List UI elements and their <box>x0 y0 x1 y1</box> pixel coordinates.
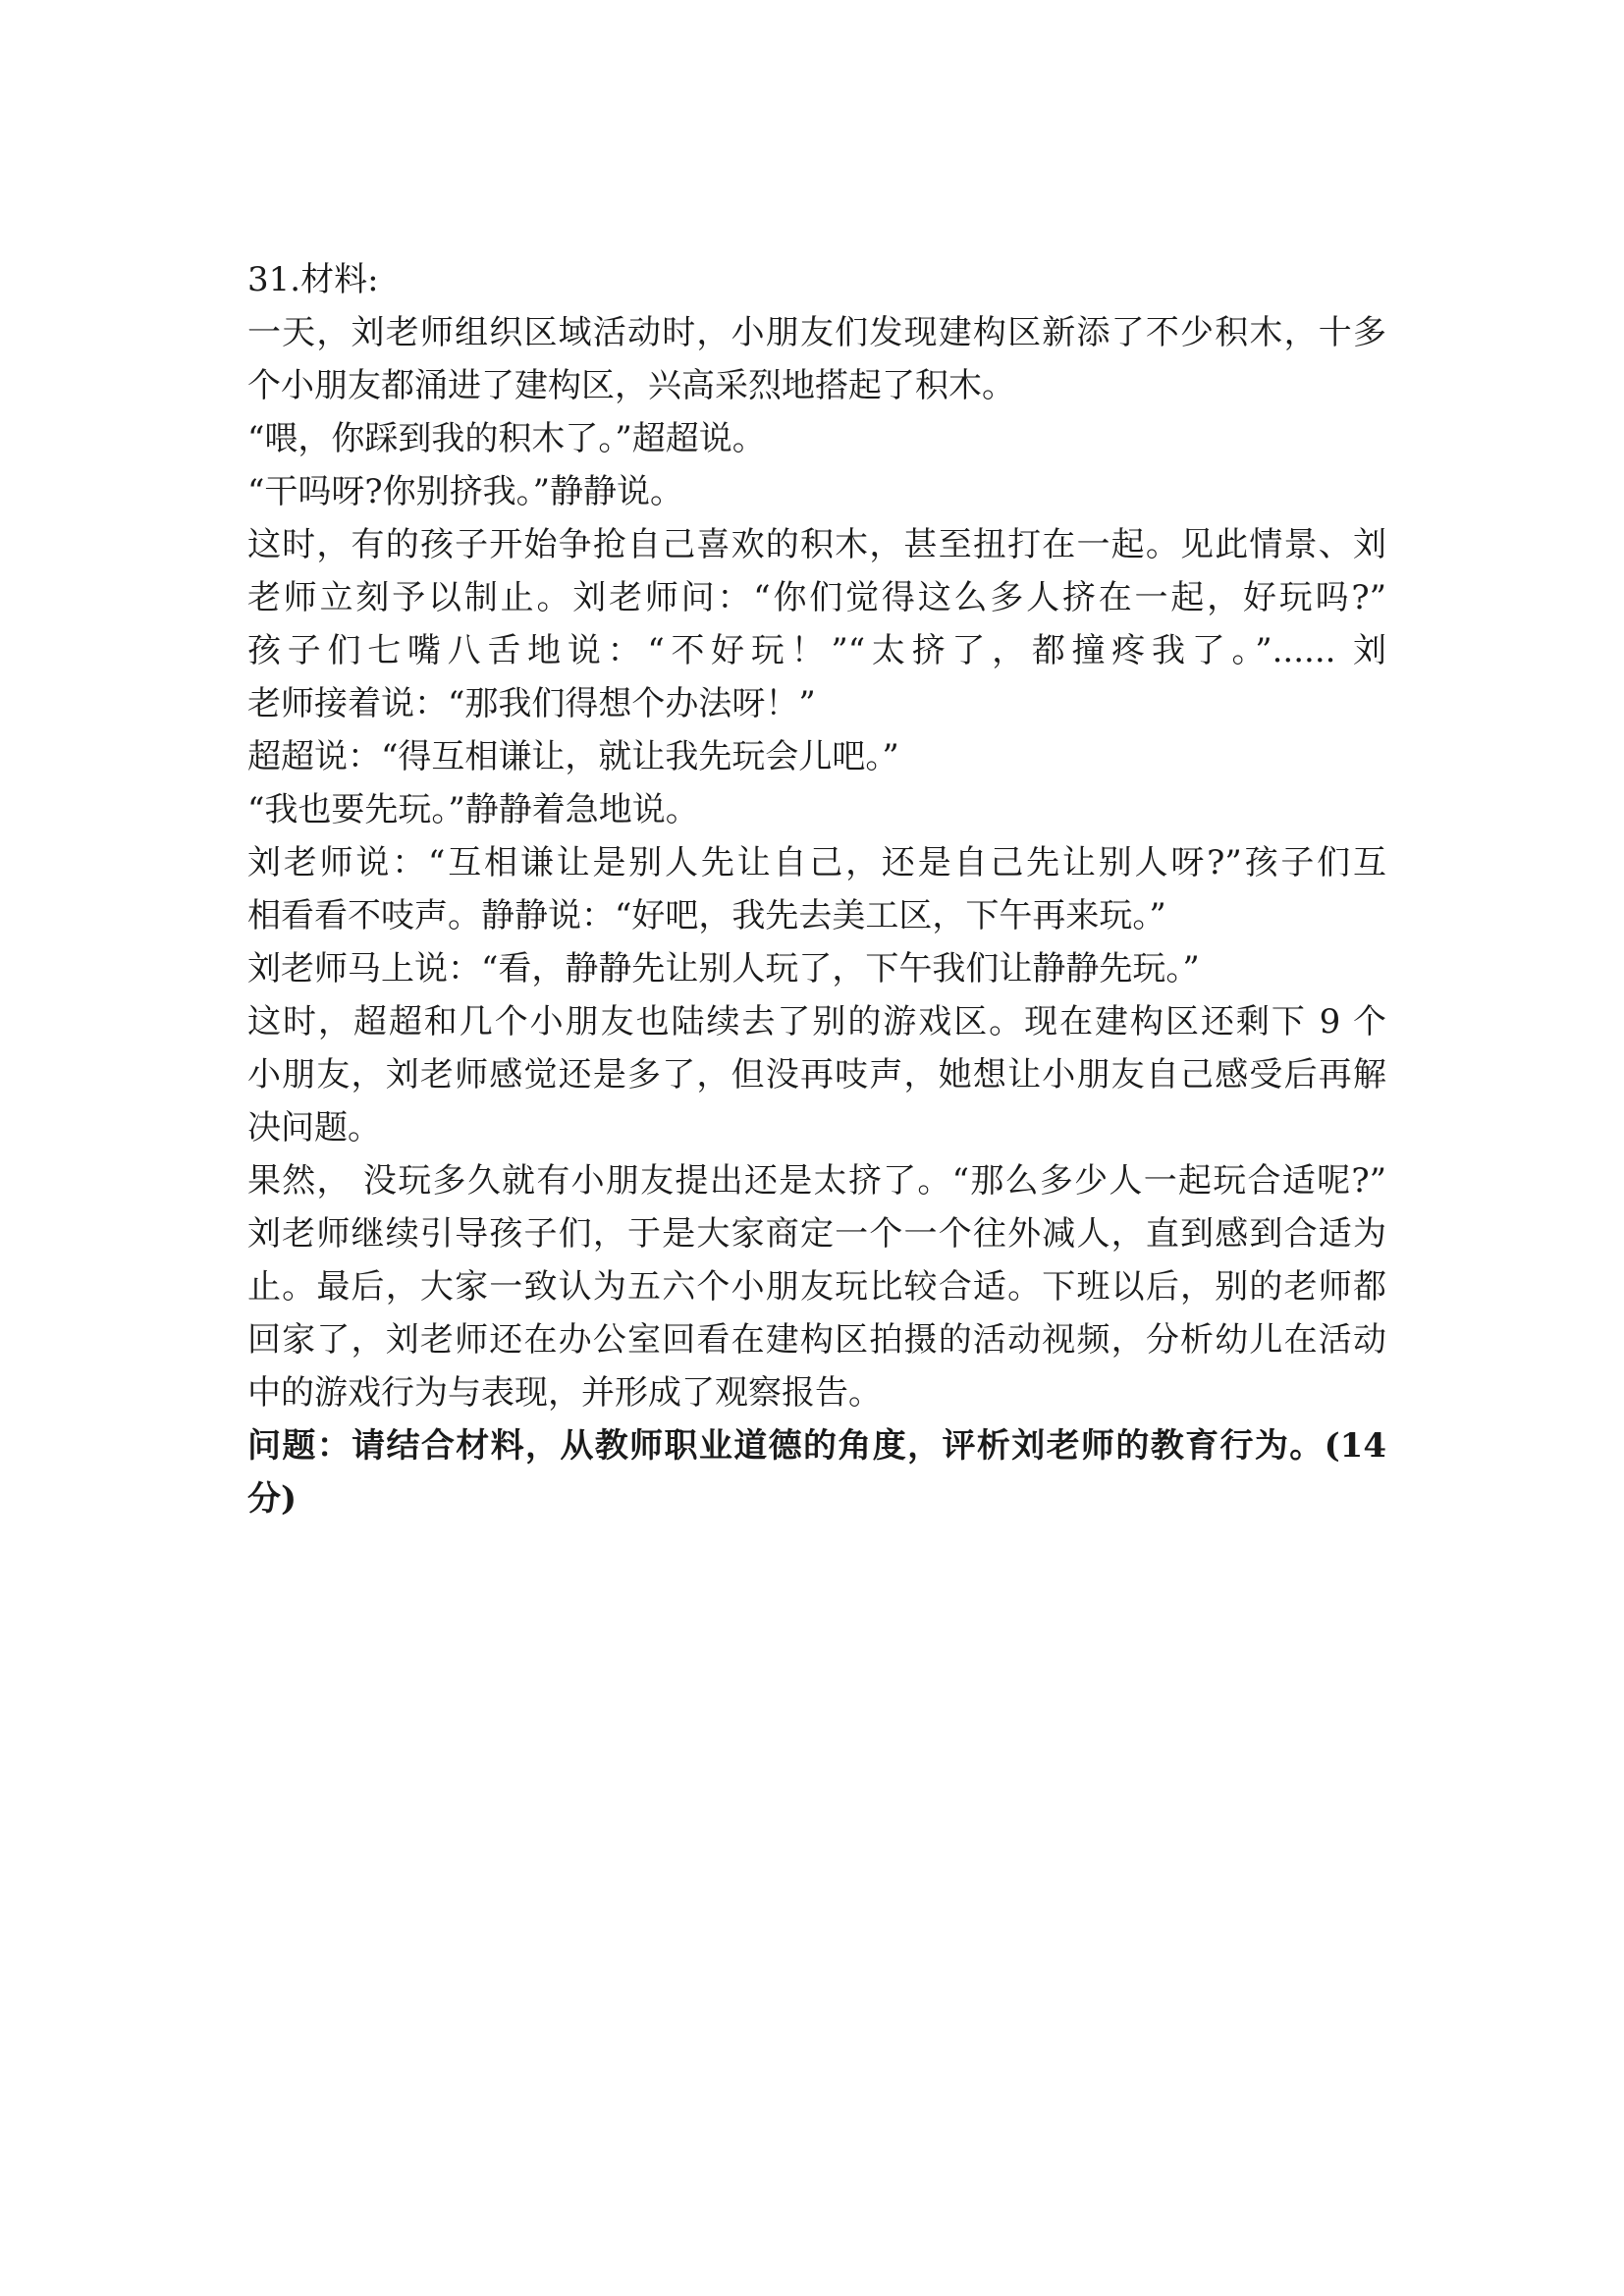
material-line: “喂，你踩到我的积木了。”超超说。 <box>247 419 766 458</box>
material-line: 止。最后，大家一致认为五六个小朋友玩比较合适。下班以后，别的老师都 <box>247 1267 1386 1307</box>
material-line: 这时，超超和几个小朋友也陆续去了别的游戏区。现在建构区还剩下 9 个 <box>247 1002 1386 1041</box>
question-line: 问题：请结合材料，从教师职业道德的角度，评析刘老师的教育行为。(14 <box>247 1426 1386 1466</box>
question-block <box>247 1419 1386 1525</box>
material-line: 刘老师说：“互相谦让是别人先让自己，还是自己先让别人呀?”孩子们互 <box>247 843 1386 882</box>
material-heading: 31.材料: <box>247 260 379 299</box>
question-line: 分) <box>247 1479 298 1519</box>
material-line: 刘老师马上说：“看，静静先让别人玩了，下午我们让静静先玩。” <box>247 949 1200 988</box>
material-line: 孩子们七嘴八舌地说：“不好玩！”“太挤了，都撞疼我了。”...... 刘 <box>247 631 1386 670</box>
material-line: 小朋友，刘老师感觉还是多了，但没再吱声，她想让小朋友自己感受后再解 <box>247 1055 1386 1095</box>
material-line: 老师立刻予以制止。刘老师问：“你们觉得这么多人挤在一起，好玩吗?” <box>247 578 1386 617</box>
material-line: 超超说：“得互相谦让，就让我先玩会儿吧。” <box>247 737 899 776</box>
material-body <box>247 306 1386 1419</box>
material-line: 决问题。 <box>247 1108 381 1148</box>
material-line: 老师接着说：“那我们得想个办法呀！” <box>247 684 816 723</box>
material-line: “干吗呀?你别挤我。”静静说。 <box>247 472 683 511</box>
material-line: 相看看不吱声。静静说：“好吧，我先去美工区，下午再来玩。” <box>247 896 1166 935</box>
material-line: 个小朋友都涌进了建构区，兴高采烈地搭起了积木。 <box>247 366 1015 405</box>
material-line: 一天，刘老师组织区域活动时，小朋友们发现建构区新添了不少积木，十多 <box>247 313 1386 352</box>
material-line: 中的游戏行为与表现，并形成了观察报告。 <box>247 1373 882 1413</box>
material-line: 果然， 没玩多久就有小朋友提出还是太挤了。“那么多少人一起玩合适呢?” <box>247 1161 1386 1201</box>
document-page <box>247 253 1386 1525</box>
material-line: 刘老师继续引导孩子们，于是大家商定一个一个往外减人，直到感到合适为 <box>247 1214 1386 1254</box>
material-line: 这时，有的孩子开始争抢自己喜欢的积木，甚至扭打在一起。见此情景、刘 <box>247 525 1386 564</box>
material-line: “我也要先玩。”静静着急地说。 <box>247 790 699 829</box>
material-line: 回家了，刘老师还在办公室回看在建构区拍摄的活动视频，分析幼儿在活动 <box>247 1320 1386 1360</box>
